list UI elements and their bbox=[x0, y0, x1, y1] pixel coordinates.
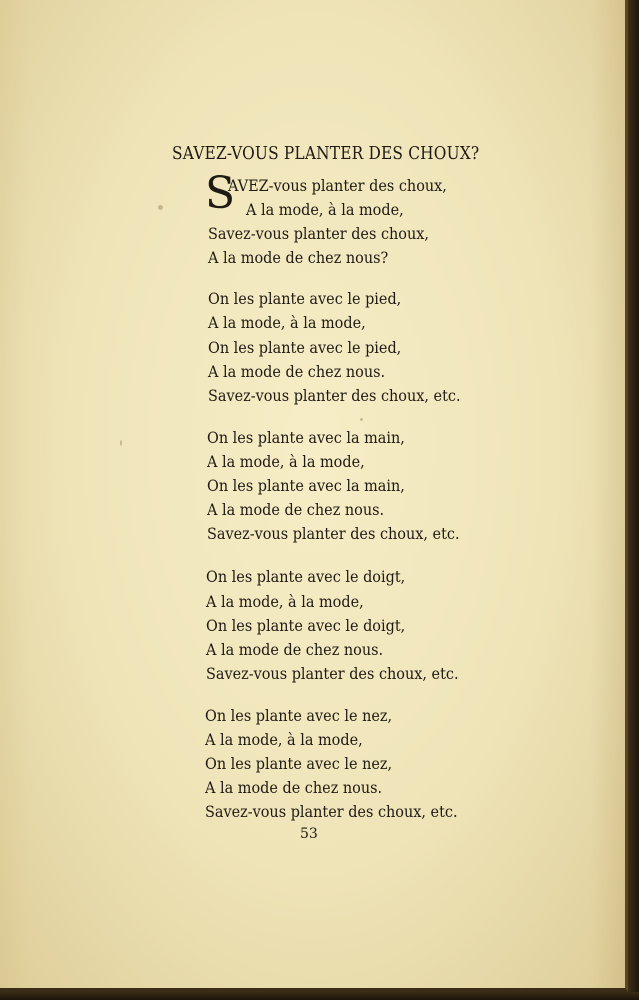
verse-line: Savez-vous planter des choux, etc. bbox=[205, 803, 458, 821]
verse-line: Savez-vous planter des choux, bbox=[208, 225, 429, 243]
drop-cap: S bbox=[205, 168, 236, 219]
verse-line: On les plante avec la main, bbox=[207, 429, 405, 447]
verse-line: AVEZ-vous planter des choux, bbox=[228, 177, 447, 195]
page-edge-shadow bbox=[628, 0, 639, 1000]
verse-line: A la mode, à la mode, bbox=[207, 453, 365, 471]
verse-line: A la mode, à la mode, bbox=[246, 201, 404, 219]
page-title: SAVEZ-VOUS PLANTER DES CHOUX? bbox=[172, 144, 480, 164]
verse-line: A la mode de chez nous. bbox=[206, 641, 384, 659]
page-number: 53 bbox=[300, 826, 318, 842]
verse-line: On les plante avec le nez, bbox=[205, 755, 393, 773]
verse-line: A la mode, à la mode, bbox=[208, 314, 366, 332]
verse-line: On les plante avec le doigt, bbox=[206, 617, 406, 635]
verse-line: On les plante avec la main, bbox=[207, 477, 405, 495]
verse-line: On les plante avec le doigt, bbox=[206, 568, 406, 586]
verse-line: Savez-vous planter des choux, etc. bbox=[208, 387, 461, 405]
verse-line: A la mode de chez nous. bbox=[207, 501, 385, 519]
verse-line: A la mode de chez nous. bbox=[205, 779, 383, 797]
verse-line: A la mode de chez nous. bbox=[208, 363, 386, 381]
verse-line: On les plante avec le pied, bbox=[208, 339, 402, 357]
verse-line: On les plante avec le pied, bbox=[208, 290, 402, 308]
verse-line: Savez-vous planter des choux, etc. bbox=[207, 525, 460, 543]
verse-line: A la mode, à la mode, bbox=[205, 731, 363, 749]
paper-speck bbox=[120, 440, 122, 446]
paper-speck bbox=[360, 418, 363, 421]
verse-line: A la mode, à la mode, bbox=[206, 593, 364, 611]
paper-speck bbox=[158, 205, 163, 210]
verse-line: A la mode de chez nous? bbox=[208, 249, 389, 267]
page-bottom-shadow bbox=[0, 992, 639, 1000]
verse-line: Savez-vous planter des choux, etc. bbox=[206, 665, 459, 683]
verse-line: On les plante avec le nez, bbox=[205, 707, 393, 725]
